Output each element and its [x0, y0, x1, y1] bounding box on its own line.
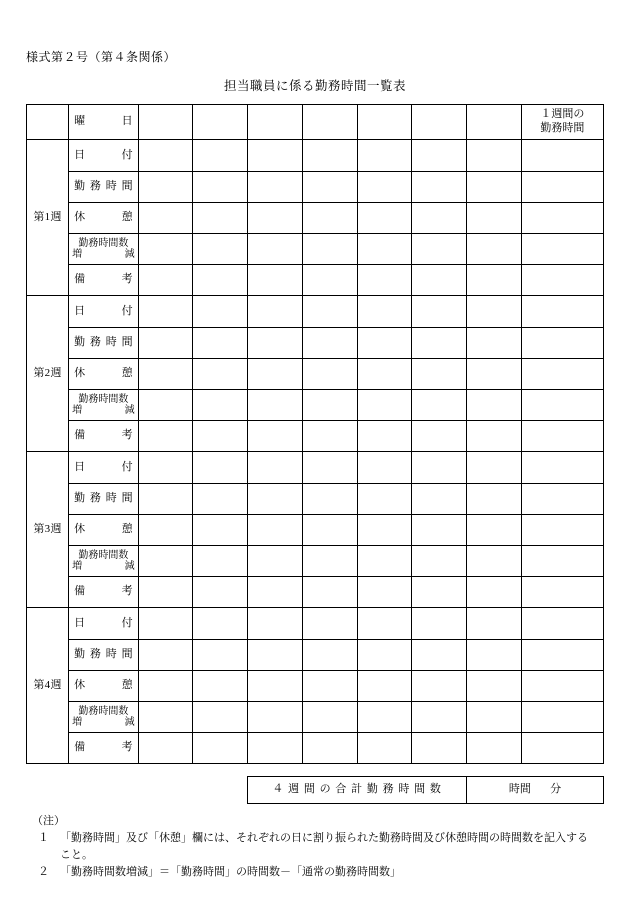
table-row	[27, 515, 604, 546]
note-1-number: １	[38, 832, 49, 845]
row-label-work-hours-text-w4: 勤 務 時 間	[74, 648, 133, 661]
cell-w4-work-5[interactable]	[357, 640, 412, 671]
cell-w4-work-2[interactable]	[193, 640, 248, 671]
summary-row	[27, 776, 604, 803]
header-day-cell-5[interactable]	[357, 105, 412, 140]
cell-w4-remarks-3[interactable]	[248, 733, 303, 764]
cell-w3-remarks-6[interactable]	[412, 577, 467, 608]
row-label-break-w2	[69, 359, 138, 390]
cell-w3-remarks-7[interactable]	[467, 577, 522, 608]
increase-line2-w3: 増 減	[72, 561, 135, 572]
spacer-3	[248, 764, 303, 777]
row-label-work-hours-text-w2: 勤 務 時 間	[74, 336, 133, 349]
cell-w1-remarks-6[interactable]	[412, 265, 467, 296]
cell-w1-remarks-1[interactable]	[138, 265, 193, 296]
table-row	[27, 733, 604, 764]
page-title: 担当職員に係る勤務時間一覧表	[223, 79, 406, 93]
cell-w4-remarks-6[interactable]	[412, 733, 467, 764]
spacer-5	[357, 764, 412, 777]
cell-w1-remarks-5[interactable]	[357, 265, 412, 296]
cell-w4-work-4[interactable]	[302, 640, 357, 671]
cell-w4-date-5[interactable]	[357, 608, 412, 640]
cell-w3-break-3[interactable]	[248, 515, 303, 546]
table-row	[27, 172, 604, 203]
cell-w2-inc-6[interactable]	[412, 390, 467, 421]
cell-w2-work-total[interactable]	[521, 328, 603, 359]
cell-w2-break-total[interactable]	[521, 359, 603, 390]
cell-w2-remarks-2[interactable]	[193, 421, 248, 452]
cell-w4-remarks-7[interactable]	[467, 733, 522, 764]
summary-minutes-unit: 分	[550, 782, 562, 795]
week-label-2: 第2週	[27, 296, 69, 452]
cell-w2-break-6[interactable]	[412, 359, 467, 390]
row-label-break-w3	[69, 515, 138, 546]
cell-w3-date-1[interactable]	[138, 452, 193, 484]
cell-w2-date-1[interactable]	[138, 296, 193, 328]
cell-w1-break-1[interactable]	[138, 203, 193, 234]
summary-blank-1	[27, 776, 69, 803]
cell-w4-break-2[interactable]	[193, 671, 248, 702]
cell-w2-break-3[interactable]	[248, 359, 303, 390]
cell-w2-work-1[interactable]	[138, 328, 193, 359]
cell-w4-break-3[interactable]	[248, 671, 303, 702]
cell-w2-break-2[interactable]	[193, 359, 248, 390]
table-row	[27, 140, 604, 172]
cell-w3-inc-7[interactable]	[467, 546, 522, 577]
row-label-work-hours-w4	[69, 640, 138, 671]
cell-w3-remarks-4[interactable]	[302, 577, 357, 608]
cell-w1-date-7[interactable]	[467, 140, 522, 172]
cell-w3-date-7[interactable]	[467, 452, 522, 484]
table-row	[27, 640, 604, 671]
cell-w2-break-5[interactable]	[357, 359, 412, 390]
cell-w3-work-6[interactable]	[412, 484, 467, 515]
row-label-break-text-w3: 休 憩	[74, 523, 133, 536]
table-row	[27, 296, 604, 328]
row-label-increase-w4	[69, 702, 138, 733]
summary-hours-unit: 時間	[508, 782, 531, 795]
notes-section	[26, 813, 606, 881]
cell-w2-work-3[interactable]	[248, 328, 303, 359]
cell-w2-work-2[interactable]	[193, 328, 248, 359]
cell-w3-date-total[interactable]	[521, 452, 603, 484]
row-label-remarks-text-w3: 備 考	[74, 585, 133, 598]
row-label-work-hours-text-w1: 勤 務 時 間	[74, 180, 133, 193]
note-1-text: 「勤務時間」及び「休憩」欄には、それぞれの日に割り振られた勤務時間及び休憩時間の時間数を記入する	[60, 832, 588, 845]
header-weekly-total-label	[521, 105, 603, 140]
cell-w4-date-1[interactable]	[138, 608, 193, 640]
cell-w1-date-total[interactable]	[521, 140, 603, 172]
note-1-continuation: こと。	[60, 849, 93, 862]
cell-w2-inc-2[interactable]	[193, 390, 248, 421]
table-row	[27, 390, 604, 421]
cell-w1-inc-6[interactable]	[412, 234, 467, 265]
spacer-7	[467, 764, 522, 777]
cell-w1-inc-5[interactable]	[357, 234, 412, 265]
spacer-4	[302, 764, 357, 777]
weekly-total-line1: １週間の	[540, 108, 585, 121]
cell-w2-inc-5[interactable]	[357, 390, 412, 421]
cell-w3-work-1[interactable]	[138, 484, 193, 515]
row-label-date-text-w3: 日 付	[74, 460, 133, 473]
cell-w2-inc-3[interactable]	[248, 390, 303, 421]
summary-label: ４ 週 間 の 合 計 勤 務 時 間 数	[248, 776, 467, 803]
cell-w2-remarks-1[interactable]	[138, 421, 193, 452]
row-label-increase-w2	[69, 390, 138, 421]
cell-w2-inc-1[interactable]	[138, 390, 193, 421]
cell-w4-date-3[interactable]	[248, 608, 303, 640]
cell-w3-break-1[interactable]	[138, 515, 193, 546]
row-label-break-text-w1: 休 憩	[74, 211, 133, 224]
cell-w1-work-1[interactable]	[138, 172, 193, 203]
cell-w4-work-1[interactable]	[138, 640, 193, 671]
cell-w4-inc-1[interactable]	[138, 702, 193, 733]
cell-w1-inc-total[interactable]	[521, 234, 603, 265]
cell-w4-remarks-2[interactable]	[193, 733, 248, 764]
table-row	[27, 577, 604, 608]
cell-w1-work-5[interactable]	[357, 172, 412, 203]
note-2-number: ２	[38, 866, 49, 879]
cell-w2-date-2[interactable]	[193, 296, 248, 328]
cell-w1-break-4[interactable]	[302, 203, 357, 234]
row-label-work-hours-w2	[69, 328, 138, 359]
row-label-break-text-w2: 休 憩	[74, 367, 133, 380]
row-label-remarks-w2	[69, 421, 138, 452]
week-label-1: 第1週	[27, 140, 69, 296]
week-label-3: 第3週	[27, 452, 69, 608]
cell-w3-date-5[interactable]	[357, 452, 412, 484]
increase-line2-w1: 増 減	[72, 249, 135, 260]
cell-w1-date-3[interactable]	[248, 140, 303, 172]
header-day-cell-7[interactable]	[467, 105, 522, 140]
table-row	[27, 328, 604, 359]
cell-w4-inc-3[interactable]	[248, 702, 303, 733]
row-label-remarks-text-w1: 備 考	[74, 273, 133, 286]
cell-w4-work-total[interactable]	[521, 640, 603, 671]
table-row	[27, 421, 604, 452]
spacer-total	[521, 764, 603, 777]
row-label-break-text-w4: 休 憩	[74, 679, 133, 692]
cell-w4-break-7[interactable]	[467, 671, 522, 702]
cell-w2-remarks-6[interactable]	[412, 421, 467, 452]
summary-blank-2	[69, 776, 138, 803]
row-label-remarks-w1	[69, 265, 138, 296]
cell-w4-break-6[interactable]	[412, 671, 467, 702]
spacer-6	[412, 764, 467, 777]
form-number: 様式第２号（第４条関係）	[26, 50, 177, 64]
row-label-work-hours-w1	[69, 172, 138, 203]
spacer-2	[193, 764, 248, 777]
spacer-row	[27, 764, 604, 777]
cell-w2-inc-4[interactable]	[302, 390, 357, 421]
cell-w2-work-4[interactable]	[302, 328, 357, 359]
increase-line1-w4: 勤務時間数	[78, 705, 129, 717]
cell-w3-work-5[interactable]	[357, 484, 412, 515]
row-label-increase-w3	[69, 546, 138, 577]
cell-w4-inc-4[interactable]	[302, 702, 357, 733]
cell-w4-remarks-total[interactable]	[521, 733, 603, 764]
cell-w1-inc-7[interactable]	[467, 234, 522, 265]
cell-w2-break-7[interactable]	[467, 359, 522, 390]
cell-w1-inc-2[interactable]	[193, 234, 248, 265]
table-row	[27, 671, 604, 702]
summary-value-cell[interactable]	[467, 776, 604, 803]
table-row	[27, 608, 604, 640]
cell-w4-break-5[interactable]	[357, 671, 412, 702]
cell-w4-date-6[interactable]	[412, 608, 467, 640]
spacer-left	[27, 764, 69, 777]
cell-w3-inc-5[interactable]	[357, 546, 412, 577]
row-label-work-hours-text-w3: 勤 務 時 間	[74, 492, 133, 505]
cell-w3-work-total[interactable]	[521, 484, 603, 515]
cell-w2-remarks-3[interactable]	[248, 421, 303, 452]
row-label-increase-w1	[69, 234, 138, 265]
row-label-date-w2	[69, 296, 138, 328]
note-item-1	[38, 830, 606, 847]
cell-w3-remarks-1[interactable]	[138, 577, 193, 608]
cell-w3-break-5[interactable]	[357, 515, 412, 546]
row-label-date-text-w4: 日 付	[74, 616, 133, 629]
row-label-date-text-w1: 日 付	[74, 148, 133, 161]
cell-w3-remarks-2[interactable]	[193, 577, 248, 608]
cell-w2-remarks-total[interactable]	[521, 421, 603, 452]
cell-w4-remarks-5[interactable]	[357, 733, 412, 764]
cell-w3-break-7[interactable]	[467, 515, 522, 546]
summary-blank-4	[193, 776, 248, 803]
cell-w2-date-7[interactable]	[467, 296, 522, 328]
row-label-date-w3	[69, 452, 138, 484]
cell-w2-date-4[interactable]	[302, 296, 357, 328]
row-label-increase-text-w3	[69, 550, 137, 573]
increase-line2-w2: 増 減	[72, 405, 135, 416]
table-row	[27, 203, 604, 234]
table-row	[27, 234, 604, 265]
cell-w3-break-4[interactable]	[302, 515, 357, 546]
row-label-remarks-text-w4: 備 考	[74, 741, 133, 754]
note-item-2	[38, 864, 606, 881]
cell-w4-inc-2[interactable]	[193, 702, 248, 733]
cell-w1-date-6[interactable]	[412, 140, 467, 172]
cell-w1-inc-4[interactable]	[302, 234, 357, 265]
increase-line1-w3: 勤務時間数	[78, 549, 129, 561]
cell-w3-work-2[interactable]	[193, 484, 248, 515]
cell-w2-date-total[interactable]	[521, 296, 603, 328]
row-label-increase-text-w1	[69, 238, 137, 261]
cell-w1-date-5[interactable]	[357, 140, 412, 172]
cell-w3-remarks-total[interactable]	[521, 577, 603, 608]
row-label-break-w4	[69, 671, 138, 702]
cell-w2-inc-7[interactable]	[467, 390, 522, 421]
cell-w3-inc-2[interactable]	[193, 546, 248, 577]
table-row	[27, 546, 604, 577]
cell-w2-inc-total[interactable]	[521, 390, 603, 421]
summary-blank-3	[138, 776, 193, 803]
spacer-1	[138, 764, 193, 777]
week-label-4: 第4週	[27, 608, 69, 764]
increase-line1-w2: 勤務時間数	[78, 393, 129, 405]
cell-w4-remarks-4[interactable]	[302, 733, 357, 764]
cell-w1-inc-3[interactable]	[248, 234, 303, 265]
cell-w1-work-4[interactable]	[302, 172, 357, 203]
cell-w1-date-4[interactable]	[302, 140, 357, 172]
cell-w1-work-6[interactable]	[412, 172, 467, 203]
cell-w1-break-6[interactable]	[412, 203, 467, 234]
cell-w3-remarks-3[interactable]	[248, 577, 303, 608]
cell-w2-remarks-5[interactable]	[357, 421, 412, 452]
cell-w2-work-7[interactable]	[467, 328, 522, 359]
cell-w1-break-7[interactable]	[467, 203, 522, 234]
cell-w2-work-6[interactable]	[412, 328, 467, 359]
cell-w4-date-4[interactable]	[302, 608, 357, 640]
work-hours-table	[26, 104, 604, 804]
cell-w4-break-4[interactable]	[302, 671, 357, 702]
cell-w4-inc-total[interactable]	[521, 702, 603, 733]
cell-w2-break-4[interactable]	[302, 359, 357, 390]
cell-w2-work-5[interactable]	[357, 328, 412, 359]
cell-w1-date-1[interactable]	[138, 140, 193, 172]
cell-w1-break-total[interactable]	[521, 203, 603, 234]
cell-w1-remarks-4[interactable]	[302, 265, 357, 296]
row-label-remarks-w3	[69, 577, 138, 608]
header-day-cell-6[interactable]	[412, 105, 467, 140]
cell-w4-remarks-1[interactable]	[138, 733, 193, 764]
note-2-text: 「勤務時間数増減」＝「勤務時間」の時間数－「通常の勤務時間数」	[60, 866, 401, 879]
cell-w4-date-7[interactable]	[467, 608, 522, 640]
cell-w4-inc-5[interactable]	[357, 702, 412, 733]
notes-heading: （注）	[32, 815, 65, 827]
cell-w3-break-total[interactable]	[521, 515, 603, 546]
cell-w1-remarks-2[interactable]	[193, 265, 248, 296]
table-row	[27, 265, 604, 296]
row-label-break-w1	[69, 203, 138, 234]
header-day-of-week-text: 曜 日	[74, 115, 133, 128]
cell-w3-inc-4[interactable]	[302, 546, 357, 577]
cell-w3-date-4[interactable]	[302, 452, 357, 484]
row-label-date-text-w2: 日 付	[74, 304, 133, 317]
table-row	[27, 484, 604, 515]
cell-w3-work-7[interactable]	[467, 484, 522, 515]
cell-w1-break-2[interactable]	[193, 203, 248, 234]
row-label-increase-text-w4	[69, 706, 137, 729]
cell-w3-date-2[interactable]	[193, 452, 248, 484]
spacer-label	[69, 764, 138, 777]
cell-w4-work-3[interactable]	[248, 640, 303, 671]
cell-w1-remarks-3[interactable]	[248, 265, 303, 296]
cell-w1-work-total[interactable]	[521, 172, 603, 203]
header-day-cell-3[interactable]	[248, 105, 303, 140]
cell-w2-break-1[interactable]	[138, 359, 193, 390]
cell-w1-work-3[interactable]	[248, 172, 303, 203]
header-corner-cell	[27, 105, 69, 140]
increase-line1-w1: 勤務時間数	[78, 237, 129, 249]
cell-w1-remarks-7[interactable]	[467, 265, 522, 296]
table-row	[27, 359, 604, 390]
cell-w4-break-total[interactable]	[521, 671, 603, 702]
row-label-date-w1	[69, 140, 138, 172]
cell-w2-date-3[interactable]	[248, 296, 303, 328]
cell-w4-work-7[interactable]	[467, 640, 522, 671]
table-row	[27, 452, 604, 484]
cell-w1-remarks-total[interactable]	[521, 265, 603, 296]
cell-w3-break-2[interactable]	[193, 515, 248, 546]
cell-w4-inc-6[interactable]	[412, 702, 467, 733]
header-day-cell-2[interactable]	[193, 105, 248, 140]
cell-w2-remarks-7[interactable]	[467, 421, 522, 452]
cell-w2-remarks-4[interactable]	[302, 421, 357, 452]
cell-w1-work-7[interactable]	[467, 172, 522, 203]
header-day-cell-4[interactable]	[302, 105, 357, 140]
cell-w3-date-3[interactable]	[248, 452, 303, 484]
cell-w3-inc-1[interactable]	[138, 546, 193, 577]
cell-w3-inc-3[interactable]	[248, 546, 303, 577]
cell-w4-date-total[interactable]	[521, 608, 603, 640]
table-header-row	[27, 105, 604, 140]
cell-w1-inc-1[interactable]	[138, 234, 193, 265]
row-label-increase-text-w2	[69, 394, 137, 417]
row-label-remarks-w4	[69, 733, 138, 764]
cell-w3-break-6[interactable]	[412, 515, 467, 546]
cell-w3-remarks-5[interactable]	[357, 577, 412, 608]
row-label-remarks-text-w2: 備 考	[74, 429, 133, 442]
cell-w1-break-5[interactable]	[357, 203, 412, 234]
cell-w1-break-3[interactable]	[248, 203, 303, 234]
cell-w3-work-4[interactable]	[302, 484, 357, 515]
cell-w4-work-6[interactable]	[412, 640, 467, 671]
weekly-total-line2: 勤務時間	[540, 122, 585, 134]
row-label-work-hours-w3	[69, 484, 138, 515]
row-label-date-w4	[69, 608, 138, 640]
cell-w1-work-2[interactable]	[193, 172, 248, 203]
cell-w3-work-3[interactable]	[248, 484, 303, 515]
table-row	[27, 702, 604, 733]
cell-w3-date-6[interactable]	[412, 452, 467, 484]
cell-w3-inc-total[interactable]	[521, 546, 603, 577]
header-day-of-week-label	[69, 105, 138, 140]
increase-line2-w4: 増 減	[72, 717, 135, 728]
cell-w3-inc-6[interactable]	[412, 546, 467, 577]
cell-w2-date-6[interactable]	[412, 296, 467, 328]
header-day-cell-1[interactable]	[138, 105, 193, 140]
cell-w4-break-1[interactable]	[138, 671, 193, 702]
cell-w4-inc-7[interactable]	[467, 702, 522, 733]
cell-w2-date-5[interactable]	[357, 296, 412, 328]
cell-w4-date-2[interactable]	[193, 608, 248, 640]
cell-w1-date-2[interactable]	[193, 140, 248, 172]
